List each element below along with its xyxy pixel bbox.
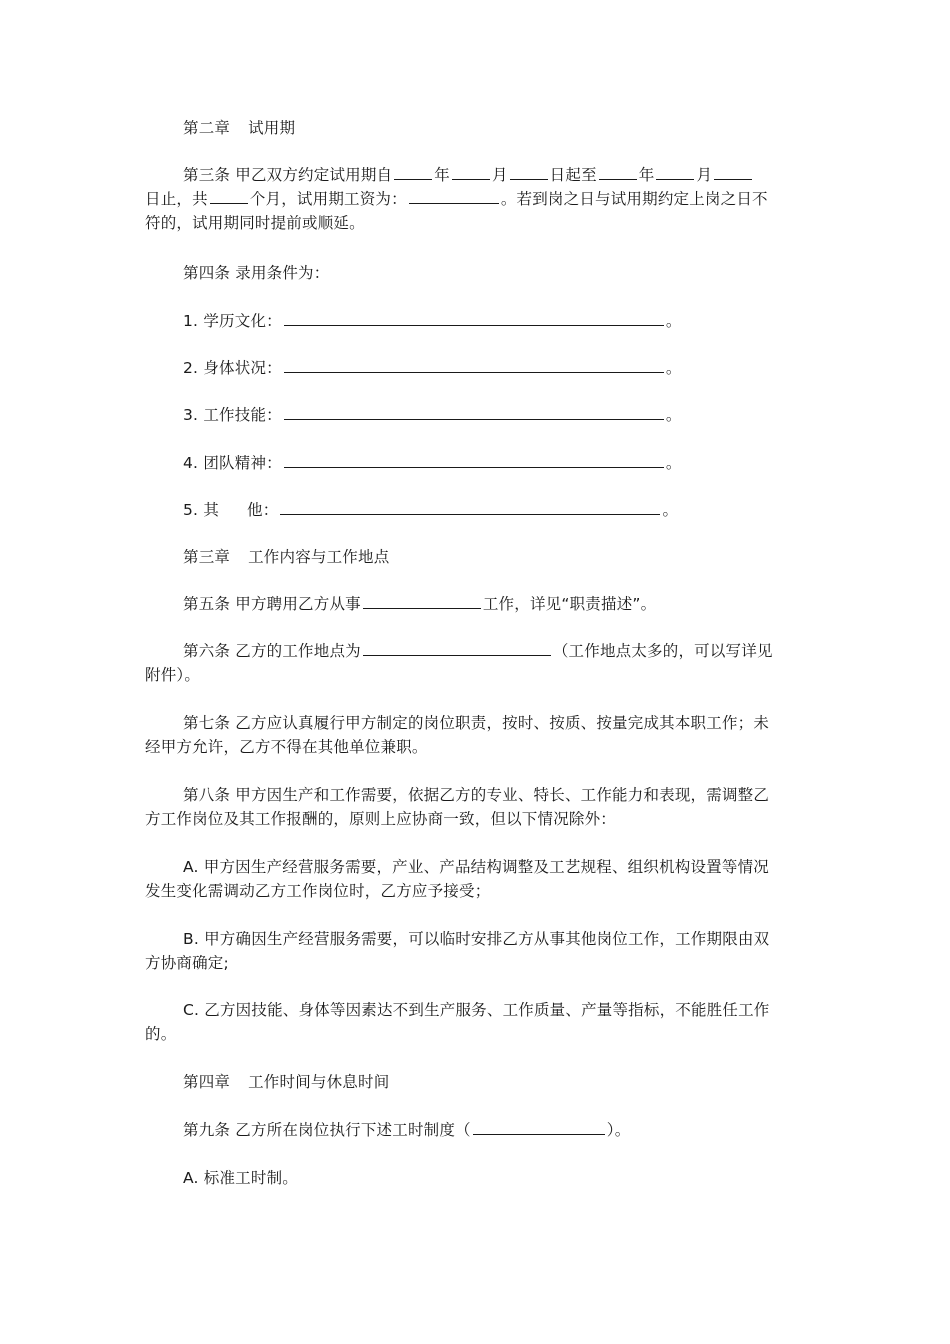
blank-field[interactable] xyxy=(452,164,490,180)
article-9-option-a: A. 标准工时制。 xyxy=(183,1169,298,1187)
chapter-2-heading xyxy=(183,116,810,140)
blank-field[interactable] xyxy=(714,164,752,180)
article-7-line-1: 第七条 乙方应认真履行甲方制定的岗位职责，按时、按质、按量完成其本职工作；未 xyxy=(183,714,770,732)
article-8-clause-c-line-1: C. 乙方因技能、身体等因素达不到生产服务、工作质量、产量等指标，不能胜任工作 xyxy=(183,1001,770,1019)
article-label: 第九条 xyxy=(183,1121,231,1139)
article-label: 第五条 xyxy=(183,595,231,613)
article-8-clause-b-line-1: B. 甲方确因生产经营服务需要，可以临时安排乙方从事其他岗位工作，工作期限由双 xyxy=(183,930,770,948)
blank-field[interactable] xyxy=(599,164,637,180)
chapter-4-heading xyxy=(183,1070,810,1094)
chapter-3-heading xyxy=(183,545,810,569)
article-5: 第五条 甲方聘用乙方从事 工作，详见“职责描述”。 xyxy=(183,595,657,613)
blank-field[interactable] xyxy=(284,357,664,373)
article-label: 第六条 xyxy=(183,642,231,660)
article-label: 第四条 xyxy=(183,264,231,282)
article-3-line-3: 符的，试用期同时提前或顺延。 xyxy=(145,214,365,232)
blank-field[interactable] xyxy=(394,164,432,180)
article-8-clause-c-line-2: 的。 xyxy=(145,1025,177,1043)
article-8-line-2: 方工作岗位及其工作报酬的，原则上应协商一致，但以下情况除外： xyxy=(145,810,617,828)
condition-item-1: 1. 学历文化： 。 xyxy=(183,312,682,330)
article-8-line-1: 第八条 甲方因生产和工作需要，依据乙方的专业、特长、工作能力和表现，需调整乙 xyxy=(183,786,770,804)
blank-field[interactable] xyxy=(473,1119,605,1135)
article-6-line-2: 附件）。 xyxy=(145,666,201,684)
blank-field[interactable] xyxy=(363,593,481,609)
article-8-clause-a-line-1: A. 甲方因生产经营服务需要，产业、产品结构调整及工艺规程、组织机构设置等情况 xyxy=(183,858,769,876)
article-label: 第七条 xyxy=(183,714,231,732)
article-label: 第八条 xyxy=(183,786,231,804)
article-8-clause-b-line-2: 方协商确定; xyxy=(145,954,229,972)
article-9: 第九条 乙方所在岗位执行下述工时制度（ ）。 xyxy=(183,1121,631,1139)
chapter-title: 试用期 xyxy=(248,119,296,137)
chapter-number: 第二章 xyxy=(183,119,231,137)
condition-item-3: 3. 工作技能： 。 xyxy=(183,406,682,424)
blank-field[interactable] xyxy=(510,164,548,180)
condition-item-2: 2. 身体状况： 。 xyxy=(183,359,682,377)
blank-field[interactable] xyxy=(284,310,664,326)
article-3-line-1: 第三条 甲乙双方约定试用期自 年 月 日起至 年 月 xyxy=(183,163,810,187)
article-7-line-2: 经甲方允许，乙方不得在其他单位兼职。 xyxy=(145,738,428,756)
article-4-heading: 第四条 录用条件为： xyxy=(183,264,330,282)
chapter-number: 第三章 xyxy=(183,548,231,566)
chapter-title: 工作时间与休息时间 xyxy=(248,1073,390,1091)
blank-field[interactable] xyxy=(409,188,499,204)
article-8-clause-a-line-2: 发生变化需调动乙方工作岗位时，乙方应予接受； xyxy=(145,882,491,900)
blank-field[interactable] xyxy=(363,640,551,656)
blank-field[interactable] xyxy=(284,452,664,468)
article-label: 第三条 xyxy=(183,166,231,184)
chapter-title: 工作内容与工作地点 xyxy=(248,548,390,566)
blank-field[interactable] xyxy=(210,188,248,204)
blank-field[interactable] xyxy=(280,499,660,515)
article-6-line-1: 第六条 乙方的工作地点为 （工作地点太多的，可以写详见 xyxy=(183,642,773,660)
blank-field[interactable] xyxy=(284,404,664,420)
condition-item-5: 5. 其 他： 。 xyxy=(183,501,679,519)
condition-item-4: 4. 团队精神： 。 xyxy=(183,454,682,472)
blank-field[interactable] xyxy=(656,164,694,180)
chapter-number: 第四章 xyxy=(183,1073,231,1091)
article-3-line-2: 日止，共 个月，试用期工资为： 。若到岗之日与试用期约定上岗之日不 xyxy=(145,190,768,208)
